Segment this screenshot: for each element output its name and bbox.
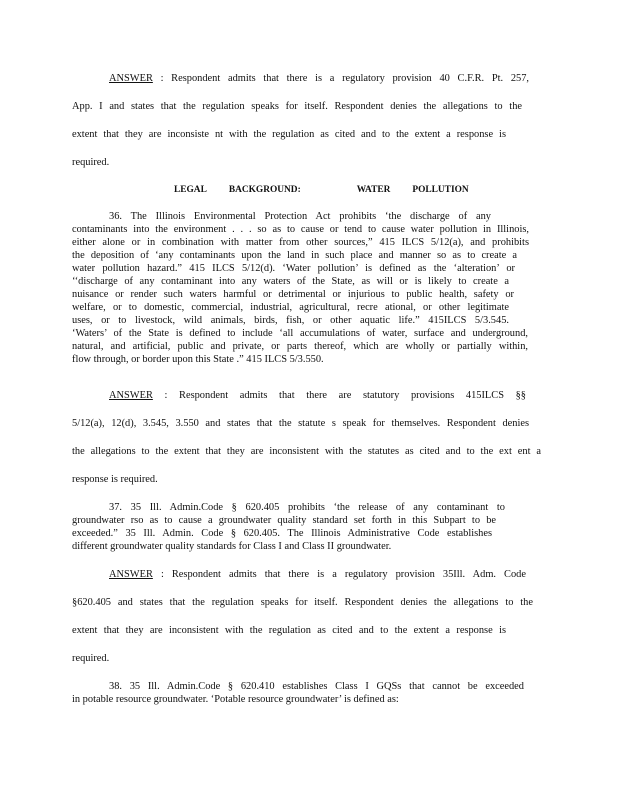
answer-label: ANSWER	[109, 390, 153, 401]
answer-line-4: required.	[72, 157, 110, 168]
para-36-line: the deposition of ‘any contaminants upon the land in such place and manner so as to create a	[72, 250, 517, 261]
answer-37-line-3: extent that they are inconsistent with the regulation as cited and to the extent a response is	[72, 625, 506, 636]
para-38-line: 38. 35 Ill. Admin.Code § 620.410 establishes Class I GQSs that cannot be exceeded	[109, 681, 524, 692]
heading-word: WATER	[356, 185, 391, 195]
para-38-line: in potable resource groundwater. ‘Potable resource groundwater’ is defined as:	[72, 694, 399, 705]
answer-line-3: extent that they are inconsiste nt with the regulation as cited and to the extent a response is	[72, 129, 506, 140]
answer-line-2: App. I and states that the regulation speaks for itself. Respondent denies the allegations to the	[72, 101, 522, 112]
para-36-line: 36. The Illinois Environmental Protection Act prohibits ‘the discharge of any	[109, 211, 491, 222]
para-36-line: uses, or to livestock, wild animals, birds, fish, or other aquatic life.” 415ILCS 5/3.545.	[72, 315, 509, 326]
heading-word: LEGAL	[174, 185, 207, 195]
para-36-line: water pollution hazard.” 415 ILCS 5/12(d). ‘Water pollution’ is defined as the ‘alteration’ or	[72, 263, 515, 274]
para-36-line: flow through, or border upon this State .” 415 ILCS 5/3.550.	[72, 354, 324, 365]
para-36-line: nuisance or render such waters harmful or detrimental or injurious to public health, safety or	[72, 289, 514, 300]
para-36-line: welfare, or to domestic, commercial, industrial, agricultural, recre ational, or other legitimate	[72, 302, 509, 313]
answer-37-line-2: §620.405 and states that the regulation speaks for itself. Respondent denies the allegations to the	[72, 597, 533, 608]
para-37-line: 37. 35 Ill. Admin.Code § 620.405 prohibits ‘the release of any contaminant to	[109, 502, 505, 513]
answer-text: : Respondent admits that there is a regulatory provision 40 C.F.R. Pt. 257,	[160, 73, 529, 84]
para-37-line: exceeded.” 35 Ill. Admin. Code § 620.405. The Illinois Administrative Code establishes	[72, 528, 492, 539]
para-36-line: contaminants into the environment . . . so as to cause or tend to cause water pollution in Illinois,	[72, 224, 529, 235]
answer-36-line-2: 5/12(a), 12(d), 3.545, 3.550 and states that the statute s speak for themselves. Respondent denies	[72, 418, 529, 429]
answer-37-line-1	[109, 569, 526, 581]
para-36-line: ‘‘discharge of any contaminant into any waters of the State, as will or is likely to create a	[72, 276, 509, 287]
heading-word: BACKGROUND:	[228, 185, 301, 195]
answer-label: ANSWER	[109, 73, 153, 84]
answer-line-1	[109, 73, 529, 85]
answer-text: : Respondent admits that there are statutory provisions 415ILCS §§	[164, 390, 527, 401]
answer-36-line-3: the allegations to the extent that they are inconsistent with the statutes as cited and to the ext ent a	[72, 446, 541, 457]
para-37-line: different groundwater quality standards for Class I and Class II groundwater.	[72, 541, 392, 552]
answer-text: : Respondent admits that there is a regulatory provision 35Ill. Adm. Code	[160, 569, 526, 580]
para-37-line: groundwater rso as to cause a groundwater quality standard set forth in this Subpart to be	[72, 515, 496, 526]
para-36-line: either alone or in combination with matter from other sources,” 415 ILCS 5/12(a), and prohibits	[72, 237, 529, 248]
answer-36-line-4: response is required.	[72, 474, 158, 485]
section-heading	[174, 185, 469, 195]
answer-label: ANSWER	[109, 569, 153, 580]
answer-36-line-1	[109, 390, 526, 402]
answer-37-line-4: required.	[72, 653, 110, 664]
heading-word: POLLUTION	[412, 185, 469, 195]
para-36-line: natural, and artificial, public and private, or parts thereof, which are wholly or partially within,	[72, 341, 528, 352]
para-36-line: ‘Waters’ of the State is defined to include ‘all accumulations of water, surface and underground,	[72, 328, 528, 339]
